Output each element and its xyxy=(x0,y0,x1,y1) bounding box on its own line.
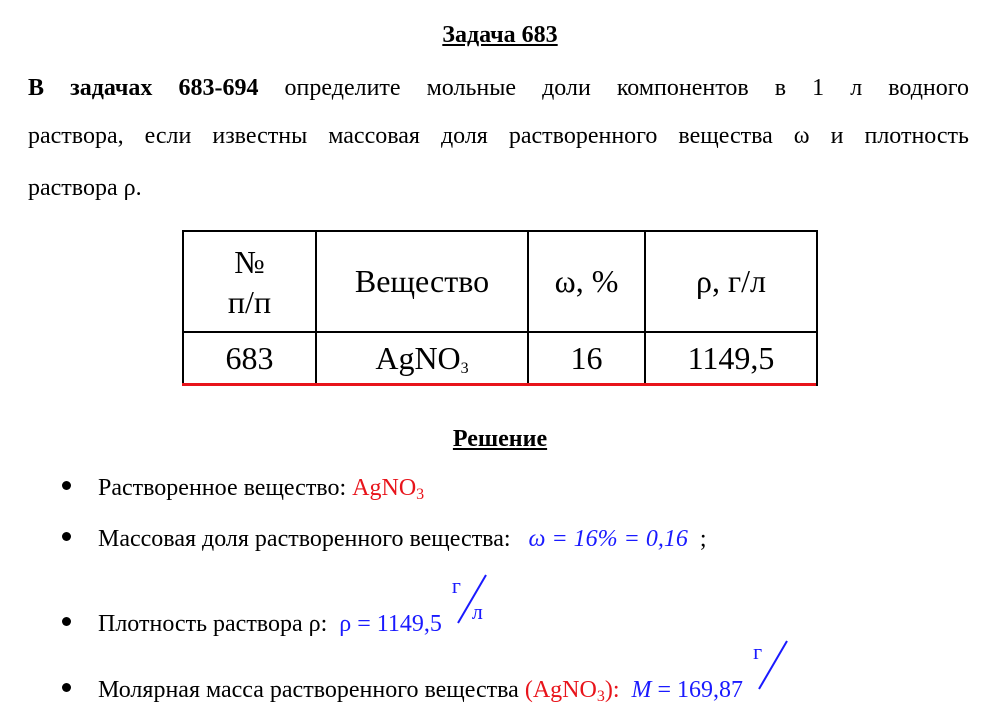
intro-line-2: раствора, если известны массовая доля растворенного вещества ω и плотность xyxy=(28,123,969,149)
task-title: Задача 683 xyxy=(442,22,558,48)
bullet-icon xyxy=(62,617,71,626)
item-formula: ω = 16% = 0,16 xyxy=(528,526,688,552)
intro-line-1 xyxy=(28,76,969,100)
cell-omega: 16 xyxy=(528,332,645,385)
red-underline xyxy=(182,383,816,386)
unit-fraction: г л xyxy=(452,587,492,631)
cell-substance: AgNO$_3$ xyxy=(316,332,528,385)
intro-line-3: раствора ρ. xyxy=(28,175,142,201)
item-substance: (AgNO$_3$): xyxy=(524,677,620,705)
item-label: Плотность раствора ρ: xyxy=(98,611,328,637)
cell-rho: 1149,5 xyxy=(645,332,817,385)
bullet-icon xyxy=(62,532,71,541)
header-number: № п/п xyxy=(183,231,316,332)
solution-title: Решение xyxy=(452,426,548,452)
item-label: Молярная масса растворенного вещества xyxy=(98,677,519,703)
item-label: Массовая доля растворенного вещества: xyxy=(98,526,511,552)
item-formula-symbol: M xyxy=(631,677,652,703)
bullet-icon xyxy=(62,481,71,490)
item-value: AgNO$_3$ xyxy=(352,475,425,503)
unit-fraction: г xyxy=(753,653,793,697)
header-substance: Вещество xyxy=(316,231,528,332)
item-formula: ρ = 1149,5 xyxy=(339,611,442,637)
fraction-slash-icon xyxy=(753,637,793,697)
table-header-row xyxy=(183,231,817,332)
solution-item-density xyxy=(62,573,492,638)
solution-item-molar-mass xyxy=(62,639,793,706)
solution-item-substance xyxy=(62,475,424,504)
item-suffix: ; xyxy=(699,526,707,552)
solution-item-mass-fraction xyxy=(62,526,707,553)
header-rho: ρ, г/л xyxy=(645,231,817,332)
intro-bold: В задачах 683-694 xyxy=(28,75,259,101)
intro-text-1: определите мольные доли компонентов в 1 л водного xyxy=(284,75,970,101)
data-table xyxy=(182,230,818,386)
item-formula-value: = 169,87 xyxy=(657,677,744,703)
header-omega: ω, % xyxy=(528,231,645,332)
bullet-icon xyxy=(62,683,71,692)
table-row xyxy=(183,332,817,385)
item-label: Растворенное вещество: xyxy=(98,475,347,501)
cell-number: 683 xyxy=(183,332,316,385)
